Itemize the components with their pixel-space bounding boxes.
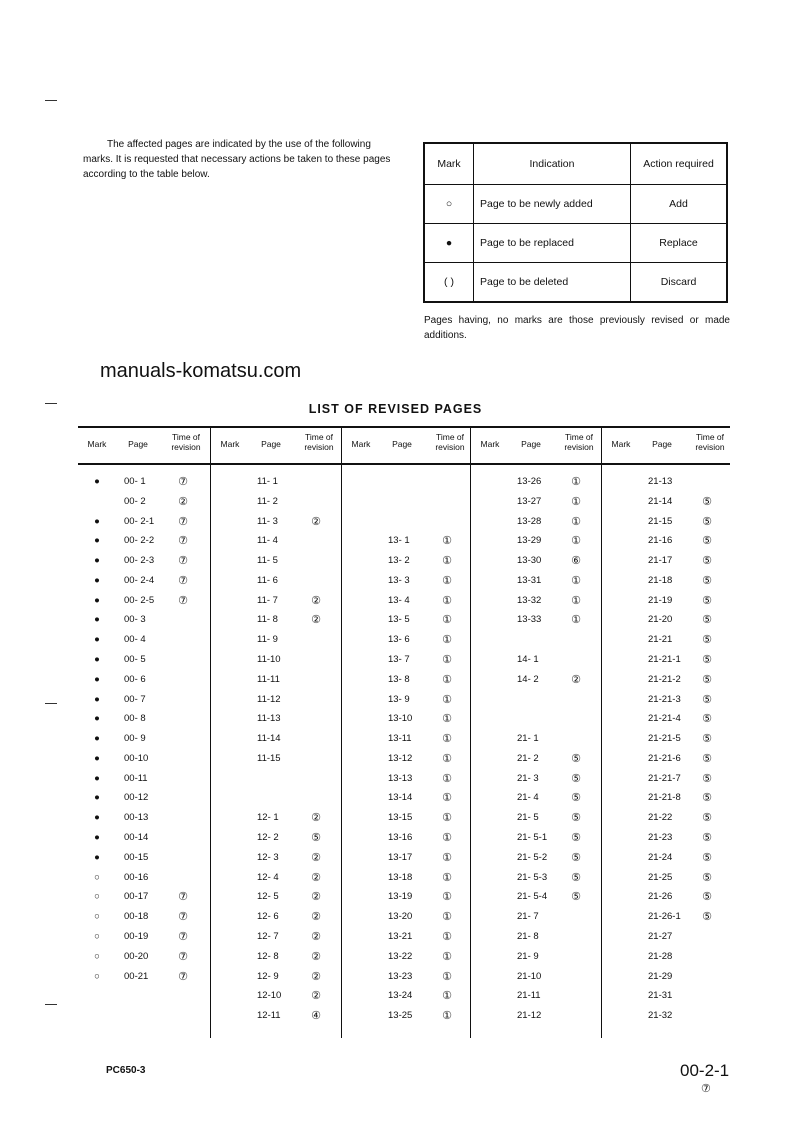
row-page: 11- 8 bbox=[257, 614, 278, 626]
row-mark: ● bbox=[94, 812, 100, 824]
row-revision: ⑤ bbox=[702, 535, 712, 548]
row-revision: ⑤ bbox=[702, 871, 712, 884]
row-page: 00-13 bbox=[124, 812, 149, 824]
row-page: 00- 2-5 bbox=[124, 594, 155, 606]
row-page: 21-11 bbox=[517, 990, 541, 1002]
row-page: 00- 6 bbox=[124, 673, 146, 685]
row-page: 13- 7 bbox=[388, 654, 410, 666]
header-mark: Mark bbox=[351, 439, 371, 449]
row-revision: ⑤ bbox=[702, 574, 712, 587]
row-revision: ② bbox=[311, 812, 321, 825]
row-page: 21-17 bbox=[648, 555, 673, 567]
row-revision: ② bbox=[571, 673, 581, 686]
row-page: 13-32 bbox=[517, 594, 542, 606]
row-page: 00- 8 bbox=[124, 713, 146, 725]
row-page: 12- 1 bbox=[257, 812, 279, 824]
table-column-group bbox=[601, 428, 732, 1038]
row-revision: ① bbox=[442, 930, 452, 943]
row-revision: ⑤ bbox=[571, 752, 581, 765]
row-revision: ① bbox=[442, 594, 452, 607]
row-revision: ② bbox=[311, 950, 321, 963]
header-page: Page bbox=[521, 439, 541, 449]
row-revision: ① bbox=[442, 812, 452, 825]
row-page: 21-21-8 bbox=[648, 792, 681, 804]
row-revision: ⑤ bbox=[571, 792, 581, 805]
row-revision: ② bbox=[311, 594, 321, 607]
legend-mark: ○ bbox=[424, 185, 474, 224]
row-page: 00-17 bbox=[124, 891, 149, 903]
watermark: manuals-komatsu.com bbox=[100, 360, 302, 382]
header-page: Page bbox=[128, 439, 148, 449]
row-page: 13- 3 bbox=[388, 574, 410, 586]
legend-mark: ( ) bbox=[424, 263, 474, 303]
row-mark: ○ bbox=[94, 891, 100, 903]
header-time: Time of revision bbox=[695, 432, 725, 452]
row-revision: ⑤ bbox=[702, 911, 712, 924]
row-revision: ⑦ bbox=[178, 594, 188, 607]
row-page: 21-21-7 bbox=[648, 772, 681, 784]
row-page: 21-18 bbox=[648, 574, 673, 586]
row-mark: ● bbox=[94, 851, 100, 863]
row-page: 21- 5-1 bbox=[517, 832, 548, 844]
row-page: 00-15 bbox=[124, 851, 149, 863]
row-revision: ① bbox=[442, 832, 452, 845]
row-revision: ① bbox=[442, 693, 452, 706]
row-page: 21-13 bbox=[648, 476, 673, 487]
row-page: 11-14 bbox=[257, 733, 281, 745]
row-revision: ① bbox=[442, 772, 452, 785]
row-page: 13-13 bbox=[388, 772, 413, 784]
row-revision: ⑤ bbox=[702, 673, 712, 686]
scan-mark bbox=[45, 100, 57, 101]
row-mark: ● bbox=[94, 733, 100, 745]
row-page: 21-15 bbox=[648, 515, 673, 527]
row-page: 14- 1 bbox=[517, 654, 539, 666]
row-page: 11- 9 bbox=[257, 634, 278, 646]
row-page: 11-10 bbox=[257, 654, 281, 666]
row-page: 21- 7 bbox=[517, 911, 539, 923]
header-time: Time of revision bbox=[304, 432, 334, 452]
row-revision: ④ bbox=[311, 1010, 321, 1023]
row-page: 21-21-6 bbox=[648, 752, 681, 764]
row-revision: ① bbox=[442, 634, 452, 647]
legend-action: Replace bbox=[631, 224, 728, 263]
row-revision: ① bbox=[442, 970, 452, 983]
row-mark: ○ bbox=[94, 950, 100, 962]
row-page: 11-15 bbox=[257, 752, 281, 764]
row-revision: ① bbox=[442, 535, 452, 548]
row-page: 11- 6 bbox=[257, 574, 278, 586]
intro-text: The affected pages are indicated by the use of the following marks. It is requested that necessary actions be taken to these pages according to the table below. bbox=[83, 139, 391, 180]
row-revision: ⑤ bbox=[311, 832, 321, 845]
row-revision: ⑦ bbox=[178, 476, 188, 488]
row-revision: ② bbox=[178, 495, 188, 508]
row-revision: ① bbox=[442, 911, 452, 924]
row-page: 21-26 bbox=[648, 891, 673, 903]
row-page: 12- 9 bbox=[257, 970, 279, 982]
row-page: 11-11 bbox=[257, 673, 280, 685]
legend-row bbox=[424, 224, 727, 263]
row-mark: ● bbox=[94, 634, 100, 646]
row-page: 13- 1 bbox=[388, 535, 410, 547]
legend-action: Discard bbox=[631, 263, 728, 303]
row-revision: ② bbox=[311, 970, 321, 983]
row-page: 21- 1 bbox=[517, 733, 539, 745]
row-page: 00- 2-4 bbox=[124, 574, 155, 586]
table-column-group bbox=[210, 428, 341, 1038]
row-revision: ② bbox=[311, 990, 321, 1003]
row-page: 00- 2-2 bbox=[124, 535, 155, 547]
row-revision: ⑤ bbox=[702, 752, 712, 765]
row-revision: ⑤ bbox=[702, 634, 712, 647]
row-page: 21- 2 bbox=[517, 752, 539, 764]
row-revision: ⑤ bbox=[702, 792, 712, 805]
row-page: 21-32 bbox=[648, 1010, 673, 1022]
header-mark: Mark bbox=[87, 439, 107, 449]
row-revision: ② bbox=[311, 871, 321, 884]
row-page: 13-24 bbox=[388, 990, 413, 1002]
row-mark: ● bbox=[94, 752, 100, 764]
row-revision: ⑦ bbox=[178, 950, 188, 963]
row-page: 13- 4 bbox=[388, 594, 410, 606]
row-page: 21- 4 bbox=[517, 792, 539, 804]
row-page: 00- 7 bbox=[124, 693, 146, 705]
row-page: 00-12 bbox=[124, 792, 149, 804]
header-time: Time of revision bbox=[171, 432, 201, 452]
row-page: 21-20 bbox=[648, 614, 673, 626]
row-revision: ⑤ bbox=[702, 832, 712, 845]
row-revision: ① bbox=[442, 871, 452, 884]
row-page: 00-14 bbox=[124, 832, 149, 844]
row-page: 13-30 bbox=[517, 555, 542, 567]
header-time: Time of revision bbox=[564, 432, 594, 452]
row-page: 21- 8 bbox=[517, 930, 539, 942]
row-mark: ● bbox=[94, 772, 100, 784]
row-page: 21-24 bbox=[648, 851, 673, 863]
row-page: 13-21 bbox=[388, 930, 413, 942]
page-title: LIST OF REVISED PAGES bbox=[308, 402, 483, 416]
row-page: 13-10 bbox=[388, 713, 413, 725]
row-page: 00- 2-1 bbox=[124, 515, 155, 527]
row-revision: ⑦ bbox=[178, 555, 188, 568]
row-page: 00- 4 bbox=[124, 634, 146, 646]
legend-action: Add bbox=[631, 185, 728, 224]
row-revision: ① bbox=[442, 1010, 452, 1023]
row-page: 13-28 bbox=[517, 515, 542, 527]
header-page: Page bbox=[652, 439, 672, 449]
row-revision: ① bbox=[442, 733, 452, 746]
row-page: 11- 4 bbox=[257, 535, 278, 547]
row-revision: ⑤ bbox=[702, 812, 712, 825]
row-page: 11-13 bbox=[257, 713, 281, 725]
row-revision: ① bbox=[571, 574, 581, 587]
header-page: Page bbox=[261, 439, 281, 449]
row-page: 21-21-5 bbox=[648, 733, 681, 745]
header-mark: Mark bbox=[611, 439, 631, 449]
header-time: Time of revision bbox=[435, 432, 465, 452]
row-page: 13-14 bbox=[388, 792, 413, 804]
row-page: 21- 5-3 bbox=[517, 871, 548, 883]
row-page: 21-19 bbox=[648, 594, 673, 606]
row-page: 21-14 bbox=[648, 495, 673, 507]
row-page: 21-16 bbox=[648, 535, 673, 547]
row-revision: ② bbox=[311, 614, 321, 627]
row-revision: ② bbox=[311, 930, 321, 943]
row-page: 12-10 bbox=[257, 990, 282, 1002]
row-mark: ○ bbox=[94, 970, 100, 982]
revised-pages-table bbox=[78, 426, 730, 1038]
legend-table bbox=[423, 142, 728, 303]
row-page: 11- 2 bbox=[257, 495, 278, 507]
row-page: 00-11 bbox=[124, 772, 148, 784]
row-mark: ● bbox=[94, 713, 100, 725]
row-page: 12- 6 bbox=[257, 911, 279, 923]
row-page: 00- 1 bbox=[124, 476, 146, 487]
row-revision: ⑤ bbox=[702, 772, 712, 785]
row-revision: ② bbox=[311, 515, 321, 528]
row-revision: ① bbox=[571, 594, 581, 607]
row-page: 00- 2-3 bbox=[124, 555, 155, 567]
row-mark: ● bbox=[94, 614, 100, 626]
row-revision: ⑤ bbox=[571, 812, 581, 825]
row-page: 13-18 bbox=[388, 871, 413, 883]
row-page: 21-10 bbox=[517, 970, 542, 982]
row-revision: ② bbox=[311, 891, 321, 904]
row-page: 13- 6 bbox=[388, 634, 410, 646]
row-mark: ○ bbox=[94, 930, 100, 942]
row-revision: ⑤ bbox=[702, 733, 712, 746]
header-page: Page bbox=[392, 439, 412, 449]
row-revision: ⑤ bbox=[702, 515, 712, 528]
row-page: 11- 1 bbox=[257, 476, 278, 487]
row-revision: ⑤ bbox=[571, 832, 581, 845]
row-page: 13- 9 bbox=[388, 693, 410, 705]
row-revision: ⑤ bbox=[702, 713, 712, 726]
row-page: 00-16 bbox=[124, 871, 149, 883]
legend-mark: ● bbox=[424, 224, 474, 263]
row-revision: ① bbox=[571, 535, 581, 548]
header-mark: Mark bbox=[220, 439, 240, 449]
row-page: 21-21-3 bbox=[648, 693, 681, 705]
model-number: PC650-3 bbox=[106, 1065, 146, 1076]
row-revision: ① bbox=[442, 673, 452, 686]
row-revision: ⑦ bbox=[178, 970, 188, 983]
row-page: 12- 8 bbox=[257, 950, 279, 962]
row-page: 13-19 bbox=[388, 891, 413, 903]
row-revision: ① bbox=[442, 891, 452, 904]
row-page: 12- 4 bbox=[257, 871, 279, 883]
table-column-group bbox=[470, 428, 601, 1038]
row-revision: ① bbox=[442, 713, 452, 726]
row-page: 21- 5 bbox=[517, 812, 539, 824]
row-revision: ⑤ bbox=[571, 772, 581, 785]
row-page: 13-29 bbox=[517, 535, 542, 547]
row-page: 12-11 bbox=[257, 1010, 281, 1022]
row-mark: ● bbox=[94, 574, 100, 586]
row-page: 21- 9 bbox=[517, 950, 539, 962]
row-revision: ① bbox=[442, 654, 452, 667]
row-page: 11- 5 bbox=[257, 555, 278, 567]
row-page: 14- 2 bbox=[517, 673, 539, 685]
row-mark: ● bbox=[94, 654, 100, 666]
row-page: 12- 5 bbox=[257, 891, 279, 903]
row-mark: ● bbox=[94, 476, 100, 487]
row-page: 00- 5 bbox=[124, 654, 146, 666]
row-mark: ● bbox=[94, 515, 100, 527]
row-page: 00-21 bbox=[124, 970, 149, 982]
row-revision: ① bbox=[442, 555, 452, 568]
row-page: 13-31 bbox=[517, 574, 542, 586]
row-revision: ⑤ bbox=[702, 654, 712, 667]
row-mark: ● bbox=[94, 555, 100, 567]
row-page: 13- 2 bbox=[388, 555, 410, 567]
scan-mark bbox=[45, 1004, 57, 1005]
legend-header-row bbox=[424, 143, 727, 185]
row-page: 21-27 bbox=[648, 930, 673, 942]
row-revision: ⑤ bbox=[702, 495, 712, 508]
row-revision: ⑤ bbox=[571, 871, 581, 884]
legend-indication: Page to be newly added bbox=[474, 185, 631, 224]
row-page: 13-12 bbox=[388, 752, 413, 764]
row-page: 00- 9 bbox=[124, 733, 146, 745]
row-revision: ⑦ bbox=[178, 535, 188, 548]
page-revision: ⑦ bbox=[701, 1083, 711, 1095]
row-page: 21-31 bbox=[648, 990, 673, 1002]
row-page: 21- 3 bbox=[517, 772, 539, 784]
row-page: 13- 8 bbox=[388, 673, 410, 685]
row-page: 13-23 bbox=[388, 970, 413, 982]
row-page: 21-29 bbox=[648, 970, 673, 982]
row-page: 12- 7 bbox=[257, 930, 279, 942]
row-page: 13-33 bbox=[517, 614, 542, 626]
row-page: 21-21-2 bbox=[648, 673, 681, 685]
row-revision: ⑥ bbox=[571, 555, 581, 568]
row-revision: ⑤ bbox=[702, 851, 712, 864]
row-page: 12- 3 bbox=[257, 851, 279, 863]
row-page: 21-21 bbox=[648, 634, 673, 646]
row-revision: ⑦ bbox=[178, 930, 188, 943]
row-revision: ① bbox=[442, 752, 452, 765]
row-page: 13-17 bbox=[388, 851, 413, 863]
row-page: 21-26-1 bbox=[648, 911, 681, 923]
row-revision: ② bbox=[311, 911, 321, 924]
row-page: 11- 3 bbox=[257, 515, 278, 527]
row-page: 13-27 bbox=[517, 495, 542, 507]
row-revision: ⑤ bbox=[571, 851, 581, 864]
table-column-group bbox=[341, 428, 472, 1038]
legend-header-action: Action required bbox=[631, 143, 728, 185]
row-page: 11-12 bbox=[257, 693, 281, 705]
row-page: 13-25 bbox=[388, 1010, 413, 1022]
row-page: 21-25 bbox=[648, 871, 673, 883]
row-revision: ⑤ bbox=[702, 594, 712, 607]
row-page: 13-15 bbox=[388, 812, 413, 824]
row-page: 13-16 bbox=[388, 832, 413, 844]
legend-row bbox=[424, 263, 727, 303]
row-revision: ② bbox=[311, 851, 321, 864]
row-page: 13-11 bbox=[388, 733, 412, 745]
row-mark: ○ bbox=[94, 871, 100, 883]
row-revision: ① bbox=[571, 476, 581, 488]
row-revision: ⑤ bbox=[571, 891, 581, 904]
row-revision: ① bbox=[442, 614, 452, 627]
note-text: Pages having, no marks are those previously revised or made additions. bbox=[424, 315, 730, 341]
row-page: 21-22 bbox=[648, 812, 673, 824]
legend-header-indication: Indication bbox=[474, 143, 631, 185]
row-page: 13-20 bbox=[388, 911, 413, 923]
row-page: 13- 5 bbox=[388, 614, 410, 626]
row-page: 11- 7 bbox=[257, 594, 278, 606]
row-page: 21- 5-4 bbox=[517, 891, 548, 903]
row-page: 00- 3 bbox=[124, 614, 146, 626]
row-revision: ① bbox=[442, 574, 452, 587]
row-revision: ① bbox=[442, 990, 452, 1003]
scan-mark bbox=[45, 703, 57, 704]
row-page: 21-12 bbox=[517, 1010, 542, 1022]
row-page: 21-21-4 bbox=[648, 713, 681, 725]
row-revision: ① bbox=[442, 950, 452, 963]
header-mark: Mark bbox=[480, 439, 500, 449]
row-revision: ① bbox=[571, 614, 581, 627]
row-page: 00-19 bbox=[124, 930, 149, 942]
row-page: 21-21-1 bbox=[648, 654, 681, 666]
row-mark: ○ bbox=[94, 911, 100, 923]
row-revision: ① bbox=[571, 495, 581, 508]
row-page: 00-18 bbox=[124, 911, 149, 923]
table-column-group bbox=[78, 428, 208, 1038]
row-revision: ① bbox=[442, 792, 452, 805]
legend-indication: Page to be replaced bbox=[474, 224, 631, 263]
row-revision: ⑦ bbox=[178, 574, 188, 587]
row-page: 13-22 bbox=[388, 950, 413, 962]
row-mark: ● bbox=[94, 673, 100, 685]
legend-indication: Page to be deleted bbox=[474, 263, 631, 303]
page-number: 00-2-1 bbox=[680, 1061, 730, 1080]
row-revision: ⑦ bbox=[178, 911, 188, 924]
row-mark: ● bbox=[94, 535, 100, 547]
row-revision: ⑤ bbox=[702, 891, 712, 904]
row-revision: ① bbox=[571, 515, 581, 528]
row-revision: ⑦ bbox=[178, 891, 188, 904]
row-mark: ● bbox=[94, 693, 100, 705]
row-page: 00-20 bbox=[124, 950, 149, 962]
row-revision: ① bbox=[442, 851, 452, 864]
row-mark: ● bbox=[94, 594, 100, 606]
row-page: 12- 2 bbox=[257, 832, 279, 844]
row-revision: ⑤ bbox=[702, 693, 712, 706]
row-page: 21-23 bbox=[648, 832, 673, 844]
row-page: 21- 5-2 bbox=[517, 851, 548, 863]
legend-row bbox=[424, 185, 727, 224]
row-page: 13-26 bbox=[517, 476, 542, 487]
row-revision: ⑤ bbox=[702, 614, 712, 627]
row-revision: ⑦ bbox=[178, 515, 188, 528]
row-mark: ● bbox=[94, 792, 100, 804]
row-revision: ⑤ bbox=[702, 555, 712, 568]
row-page: 00- 2 bbox=[124, 495, 146, 507]
row-page: 00-10 bbox=[124, 752, 149, 764]
legend-header-mark: Mark bbox=[424, 143, 474, 185]
row-mark: ● bbox=[94, 832, 100, 844]
row-page: 21-28 bbox=[648, 950, 673, 962]
